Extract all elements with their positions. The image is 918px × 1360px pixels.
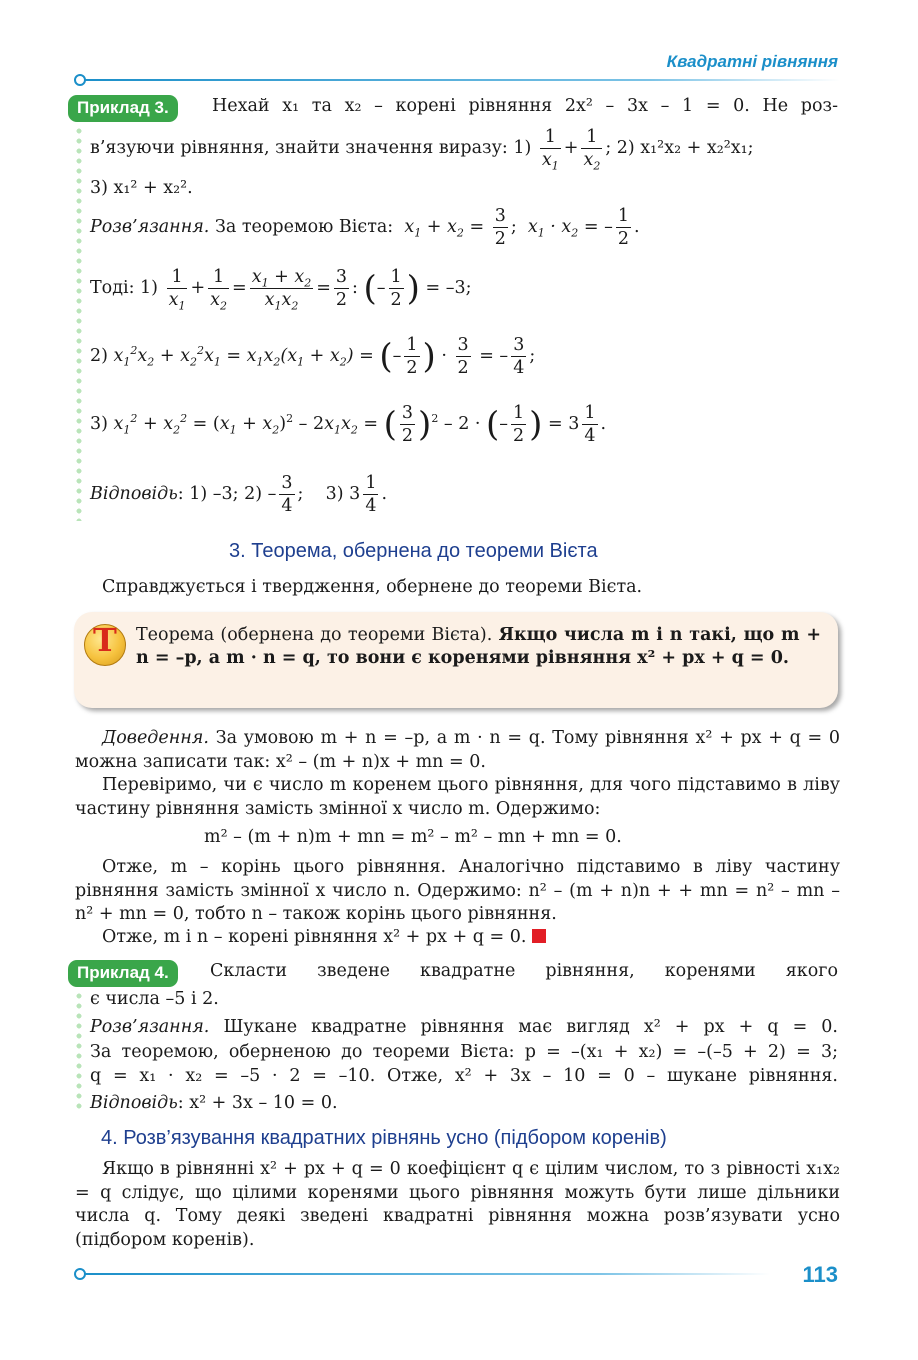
example-4-line-5: q = x₁ · x₂ = –5 · 2 = –10. Отже, x² + 3x – 10 = 0 – шукане рівняння. [90,1066,838,1086]
example-3-line-1 [212,95,838,117]
solution-label: Розв’язання. [90,217,210,237]
section-3-title: 3. Теорема, обернена до теореми Вієта [229,540,598,562]
step-2-line: 2) $x_1^2x_2 + x_2^2x_1 = x_1x_2(x_1 + x_2)$ = (– $\frac{1}{2}$ ) · $\frac{3}{2}$ = – $\frac{3}{4}$ ; [90,335,536,378]
solution-text: За теоремою Вієта: [214,217,394,237]
theorem-label: Теорема (обернена до теореми Вієта). [136,625,493,645]
then-line: Тоді: 1) $\frac{1}{x_1}$ + $\frac{1}{x_2}$ = $\frac{x_1 + x_2}{x_1x_2}$ = $\frac{3}{2}$ : (– $\frac{1}{2}$ ) = –3; [90,267,472,313]
answer-line: Відповідь: 1) –3; 2) – $\frac{3}{4}$ ; 3) 3 $\frac{1}{4}$ . [90,473,388,516]
example-3-badge: Приклад 3. [68,95,178,122]
proof-equation: m² – (m + n)m + mn = m² – m² – mn + mn = 0. [204,827,622,847]
proof-label: Доведення. [102,728,209,748]
proof-conclusion-text: Отже, m і n – корені рівняння x² + px + q = 0. [102,927,527,947]
example-3-text-1: Нехай x₁ та x₂ – корені рівняння 2x² – 3x – 1 = 0. Не роз- [212,96,838,116]
example-3-dots [76,126,82,521]
fraction-1-x1: $\frac{1}{x_1}$ [541,127,559,173]
proof-paragraph-3: Отже, m – корінь цього рівняння. Аналогічно підставимо в ліву частину рівняння замість змінної x число n. Одержимо: n² – (m + n)n + + mn = n² – mn – n² + mn = 0, тобто n – також корінь цього рівняння. [75,857,840,924]
section-3-intro: Справджується і твердження, обернене до теореми Вієта. [102,577,643,597]
header-rule [80,79,840,81]
section-4-title: 4. Розв’язування квадратних рівнянь усно (підбором коренів) [101,1127,667,1149]
answer-label: Відповідь [90,484,178,504]
example-4-solution-label: Розв’язання. [90,1017,210,1037]
theorem-icon-letter: Т [93,621,117,659]
theorem-body: Якщо числа m і n такі, що m + n = –p, а m · n = q, то вони є коренями рівняння x² + px + q = 0. [136,625,821,668]
proof-conclusion [102,926,546,948]
solution-line: Розв’язання. За теоремою Вієта: $x_1 + x_2$ = $\frac{3}{2}$ ; $x_1 \cdot x_2$ = – $\frac{1}{2}$ . [90,206,640,249]
theorem-text [136,624,821,670]
header-rule-circle [74,74,86,86]
example-3-line-3: 3) x₁² + x₂². [90,178,193,198]
example-3-line-2: в’язуючи рівняння, знайти значення виразу: 1) $\frac{1}{x_1}$ + $\frac{1}{x_2}$ ; 2) x₁²x₂ + x₂²x₁; [90,127,754,173]
example-4-line-4: За теоремою, оберненою до теореми Вієта: p = –(x₁ + x₂) = –(–5 + 2) = 3; [90,1042,838,1062]
then-label: Тоді: 1) [90,278,159,298]
fraction-1-x2: $\frac{1}{x_2}$ [583,127,601,173]
example-4-line-1: Скласти зведене квадратне рівняння, коренями якого [210,961,838,981]
example-4-dots [76,991,82,1113]
footer-rule-circle [74,1268,86,1280]
page-number: 113 [802,1262,838,1287]
example-4-line-2: є числа –5 і 2. [90,989,219,1009]
example-4-badge: Приклад 4. [68,960,178,987]
example-4-answer-text: : x² + 3x – 10 = 0. [177,1093,338,1113]
answer-text: : 1) –3; 2) – [177,484,277,504]
proof-text-1: За умовою m + n = –p, а m · n = q. Тому рівняння x² + px + q = 0 можна записати так: x² – (m + n)x + mn = 0. [75,728,840,772]
example-4-answer-label: Відповідь [90,1093,178,1113]
step-3-line: 3) $x_1^2 + x_2^2 = (x_1 + x_2)^2 - 2x_1x_2$ = ( $\frac{3}{2}$ )$^2$ – 2 · (– $\frac{1}{2}$ ) = 3 $\frac{1}{4}$ . [90,403,607,446]
running-header: Квадратні рівняння [666,52,838,71]
proof-paragraph-2: Перевіримо, чи є число m коренем цього рівняння, для чого підставимо в ліву частину рівняння замість змінної x число m. Одержимо: [75,775,840,819]
example-4-line-6 [90,1092,338,1114]
proof-paragraph-1 [75,727,840,774]
example-3-text-2: в’язуючи рівняння, знайти значення виразу: 1) [90,138,532,158]
footer-rule [80,1273,770,1275]
example-4-solution-text: Шукане квадратне рівняння має вигляд x² + px + q = 0. [223,1017,838,1037]
example-4-line-3 [90,1016,838,1038]
qed-square-icon [532,929,546,943]
example-3-text-2b: ; 2) x₁²x₂ + x₂²x₁; [605,138,754,158]
section-4-paragraph: Якщо в рівнянні x² + px + q = 0 коефіцієнт q є цілим числом, то з рівності x₁x₂ = q слідує, що цілими коренями цього рівняння можуть бути лише дільники числа q. Тому деякі зведені квадратні рівняння можна розв’язувати усно (підбором коренів). [75,1159,840,1250]
